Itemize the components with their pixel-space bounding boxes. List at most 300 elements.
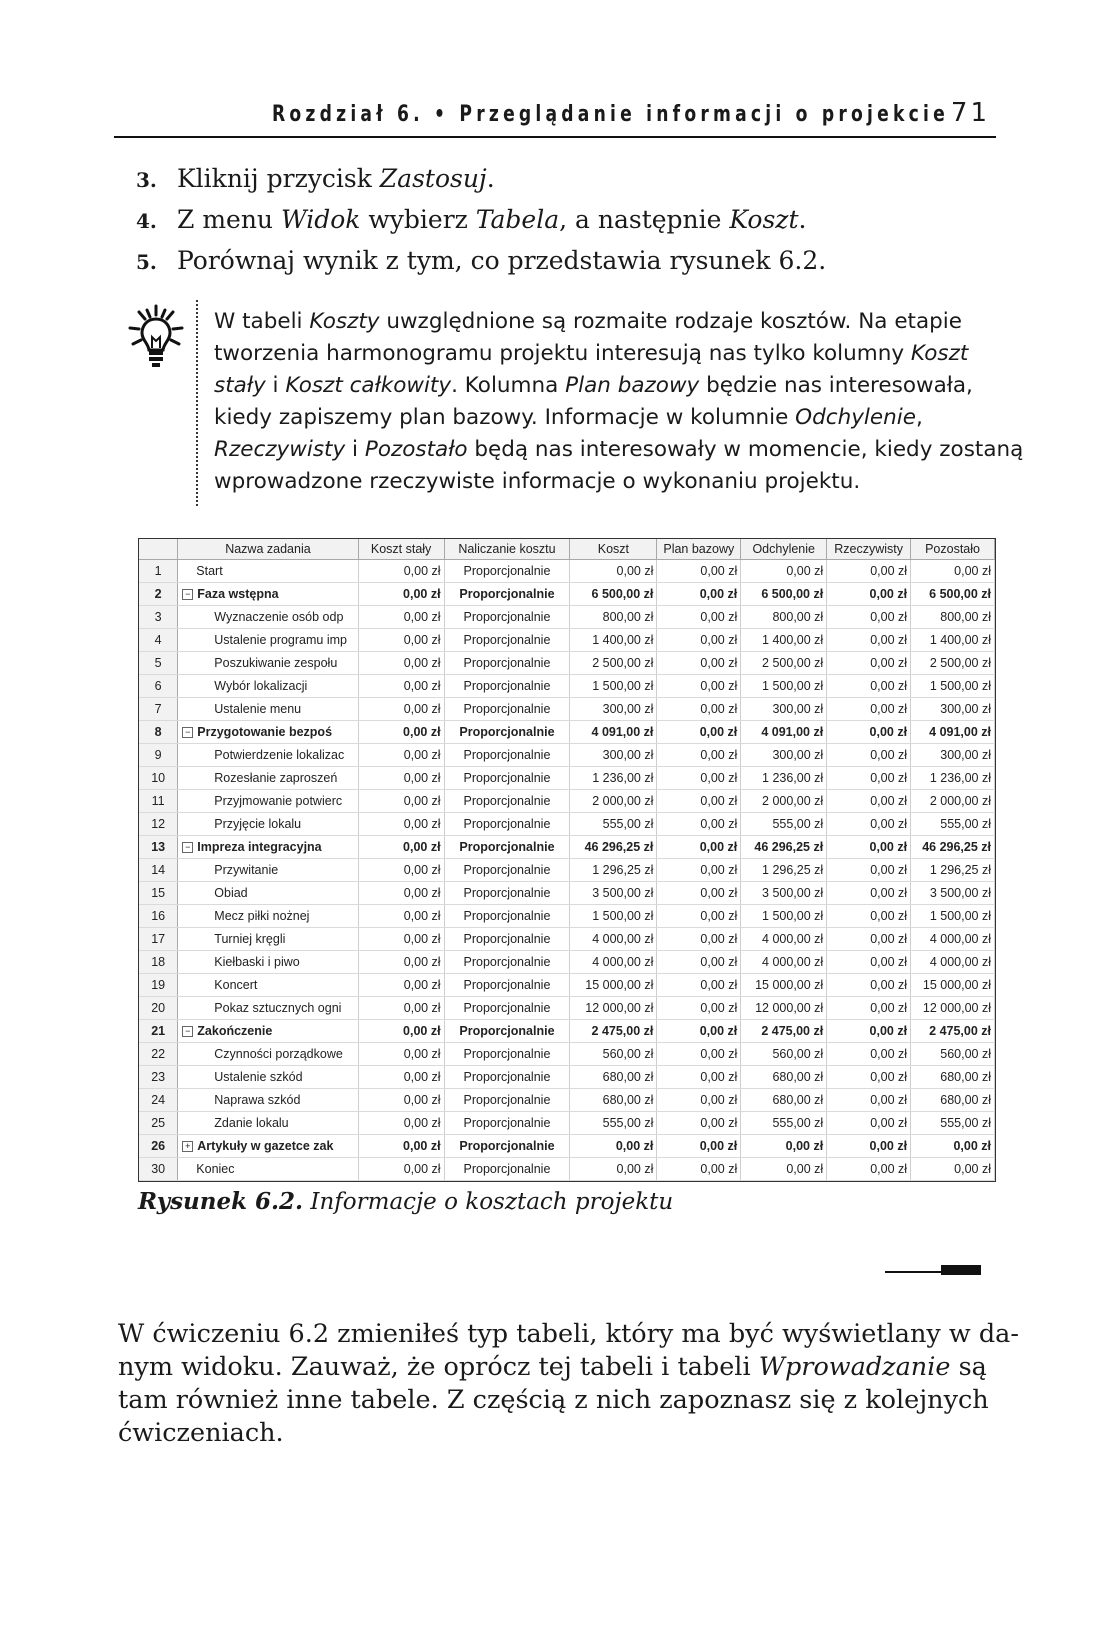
accrual-cell: Proporcjonalnie — [444, 928, 570, 951]
table-header-row — [139, 539, 995, 560]
remaining-cell: 2 000,00 zł — [911, 790, 995, 813]
collapse-icon[interactable]: − — [182, 1026, 193, 1037]
remaining-cell: 0,00 zł — [911, 560, 995, 583]
accrual-cell: Proporcjonalnie — [444, 767, 570, 790]
remaining-cell: 3 500,00 zł — [911, 882, 995, 905]
table-row — [139, 629, 995, 652]
text-run: nym widoku. Zauważ, że oprócz tej tabeli i tabeli — [118, 1352, 759, 1382]
task-name: Przyjęcie lokalu — [214, 817, 302, 831]
text-run: uwzględnione są rozmaite rodzaje kosztów. Na etapie — [379, 309, 962, 334]
baseline-cell: 0,00 zł — [657, 652, 741, 675]
cost-cell: 2 000,00 zł — [570, 790, 657, 813]
text-run: Kliknij przycisk — [177, 164, 380, 193]
fixed-cost-cell: 0,00 zł — [358, 698, 444, 721]
text-run: Tabela — [475, 205, 560, 234]
task-name-cell — [178, 744, 358, 767]
task-name: Impreza integracyjna — [197, 840, 322, 854]
actual-cell: 0,00 zł — [827, 560, 911, 583]
task-name: Start — [196, 564, 223, 578]
table-row — [139, 882, 995, 905]
text-run: Z menu — [177, 205, 281, 234]
actual-cell: 0,00 zł — [827, 1066, 911, 1089]
text-run: , a następnie — [559, 205, 730, 234]
variance-cell: 1 500,00 zł — [741, 905, 827, 928]
text-run: wprowadzone rzeczywiste informacje o wykonaniu projektu. — [214, 469, 861, 494]
row-id-cell: 18 — [139, 951, 178, 974]
variance-cell: 1 296,25 zł — [741, 859, 827, 882]
text-run: W ćwiczeniu 6.2 zmieniłeś typ tabeli, który ma być wyświetlany w da- — [118, 1319, 1019, 1349]
row-id-cell: 24 — [139, 1089, 178, 1112]
table-row — [139, 583, 995, 606]
table-row — [139, 859, 995, 882]
task-name: Czynności porządkowe — [214, 1047, 343, 1061]
caption-text: Informacje o kosztach projektu — [303, 1189, 674, 1215]
task-name: Naprawa szkód — [214, 1093, 301, 1107]
cost-cell: 0,00 zł — [570, 1158, 657, 1181]
actual-cell: 0,00 zł — [827, 606, 911, 629]
cost-cell: 680,00 zł — [570, 1089, 657, 1112]
cost-cell: 300,00 zł — [570, 698, 657, 721]
task-name-cell — [178, 675, 358, 698]
actual-cell: 0,00 zł — [827, 652, 911, 675]
text-run: wybierz — [360, 205, 476, 234]
remaining-cell: 12 000,00 zł — [911, 997, 995, 1020]
accrual-cell: Proporcjonalnie — [444, 1089, 570, 1112]
text-run: Koszt — [910, 341, 969, 366]
baseline-cell: 0,00 zł — [657, 790, 741, 813]
fixed-cost-cell: 0,00 zł — [358, 744, 444, 767]
remaining-cell: 4 000,00 zł — [911, 951, 995, 974]
column-header: Koszt stały — [358, 539, 444, 560]
task-name: Zdanie lokalu — [214, 1116, 289, 1130]
table-row — [139, 836, 995, 859]
text-run: , — [915, 405, 923, 430]
table-row — [139, 744, 995, 767]
tip-line — [214, 370, 1004, 402]
running-header — [114, 96, 996, 138]
row-id-cell: 4 — [139, 629, 178, 652]
row-id-cell: 23 — [139, 1066, 178, 1089]
table-row — [139, 928, 995, 951]
task-name-cell — [178, 882, 358, 905]
fixed-cost-cell: 0,00 zł — [358, 583, 444, 606]
baseline-cell: 0,00 zł — [657, 744, 741, 767]
accrual-cell: Proporcjonalnie — [444, 1020, 570, 1043]
numbered-steps — [136, 158, 826, 281]
text-run: . — [486, 164, 495, 193]
accrual-cell: Proporcjonalnie — [444, 813, 570, 836]
table-row — [139, 1158, 995, 1181]
caption-label: Rysunek 6.2. — [138, 1188, 304, 1215]
row-id-cell: 6 — [139, 675, 178, 698]
accrual-cell: Proporcjonalnie — [444, 997, 570, 1020]
tip-text — [214, 306, 1024, 498]
task-name: Wyznaczenie osób odp — [214, 610, 344, 624]
accrual-cell: Proporcjonalnie — [444, 606, 570, 629]
text-run: Koszt — [729, 205, 799, 234]
remaining-cell: 1 236,00 zł — [911, 767, 995, 790]
task-name-cell — [178, 1066, 358, 1089]
cost-cell: 680,00 zł — [570, 1066, 657, 1089]
task-name-cell — [178, 629, 358, 652]
cost-cell: 560,00 zł — [570, 1043, 657, 1066]
actual-cell: 0,00 zł — [827, 744, 911, 767]
remaining-cell: 800,00 zł — [911, 606, 995, 629]
step-item — [136, 240, 826, 281]
row-id-cell: 5 — [139, 652, 178, 675]
variance-cell: 4 091,00 zł — [741, 721, 827, 744]
fixed-cost-cell: 0,00 zł — [358, 560, 444, 583]
baseline-cell: 0,00 zł — [657, 1066, 741, 1089]
cost-cell: 15 000,00 zł — [570, 974, 657, 997]
remaining-cell: 15 000,00 zł — [911, 974, 995, 997]
row-id-cell: 13 — [139, 836, 178, 859]
text-run: . — [798, 205, 807, 234]
actual-cell: 0,00 zł — [827, 698, 911, 721]
accrual-cell: Proporcjonalnie — [444, 652, 570, 675]
accrual-cell: Proporcjonalnie — [444, 1112, 570, 1135]
fixed-cost-cell: 0,00 zł — [358, 1089, 444, 1112]
text-run: Rzeczywisty — [214, 437, 346, 462]
task-name: Faza wstępna — [197, 587, 279, 601]
baseline-cell: 0,00 zł — [657, 1135, 741, 1158]
accrual-cell: Proporcjonalnie — [444, 1066, 570, 1089]
baseline-cell: 0,00 zł — [657, 675, 741, 698]
section-end-mark — [885, 1265, 981, 1275]
accrual-cell: Proporcjonalnie — [444, 790, 570, 813]
row-id-cell: 26 — [139, 1135, 178, 1158]
remaining-cell: 0,00 zł — [911, 1135, 995, 1158]
task-name-cell — [178, 1112, 358, 1135]
table-row — [139, 813, 995, 836]
variance-cell: 555,00 zł — [741, 1112, 827, 1135]
step-number: 4. — [136, 209, 157, 233]
variance-cell: 12 000,00 zł — [741, 997, 827, 1020]
actual-cell: 0,00 zł — [827, 1020, 911, 1043]
remaining-cell: 2 475,00 zł — [911, 1020, 995, 1043]
task-name-cell — [178, 997, 358, 1020]
actual-cell: 0,00 zł — [827, 629, 911, 652]
row-id-cell: 22 — [139, 1043, 178, 1066]
collapse-icon[interactable]: − — [182, 842, 193, 853]
cost-cell: 46 296,25 zł — [570, 836, 657, 859]
variance-cell: 0,00 zł — [741, 1135, 827, 1158]
table-row — [139, 1112, 995, 1135]
fixed-cost-cell: 0,00 zł — [358, 1135, 444, 1158]
row-id-cell: 16 — [139, 905, 178, 928]
remaining-cell: 1 500,00 zł — [911, 905, 995, 928]
cost-cell: 0,00 zł — [570, 560, 657, 583]
actual-cell: 0,00 zł — [827, 1158, 911, 1181]
actual-cell: 0,00 zł — [827, 997, 911, 1020]
column-header: Naliczanie kosztu — [444, 539, 570, 560]
text-run: Odchylenie — [795, 405, 916, 430]
table-row — [139, 1089, 995, 1112]
task-name-cell — [178, 767, 358, 790]
cost-cell: 2 500,00 zł — [570, 652, 657, 675]
accrual-cell: Proporcjonalnie — [444, 1158, 570, 1181]
task-name-cell — [178, 1043, 358, 1066]
remaining-cell: 4 091,00 zł — [911, 721, 995, 744]
task-name-cell — [178, 1135, 358, 1158]
remaining-cell: 4 000,00 zł — [911, 928, 995, 951]
task-name: Ustalenie programu imp — [214, 633, 347, 647]
row-id-cell: 17 — [139, 928, 178, 951]
fixed-cost-cell: 0,00 zł — [358, 859, 444, 882]
fixed-cost-cell: 0,00 zł — [358, 882, 444, 905]
cost-cell: 3 500,00 zł — [570, 882, 657, 905]
task-name: Przywitanie — [214, 863, 279, 877]
text-run: Pozostało — [364, 437, 468, 462]
cost-table-screenshot — [138, 538, 996, 1182]
cost-cell: 2 475,00 zł — [570, 1020, 657, 1043]
text-run: kiedy zapiszemy plan bazowy. Informacje w kolumnie — [214, 405, 796, 430]
remaining-cell: 300,00 zł — [911, 744, 995, 767]
task-name-cell — [178, 813, 358, 836]
text-run: stały — [214, 373, 266, 398]
remaining-cell: 1 400,00 zł — [911, 629, 995, 652]
fixed-cost-cell: 0,00 zł — [358, 1066, 444, 1089]
task-name-cell — [178, 905, 358, 928]
actual-cell: 0,00 zł — [827, 1135, 911, 1158]
baseline-cell: 0,00 zł — [657, 606, 741, 629]
table-row — [139, 1066, 995, 1089]
cost-cell: 4 000,00 zł — [570, 951, 657, 974]
row-id-cell: 7 — [139, 698, 178, 721]
variance-cell: 1 400,00 zł — [741, 629, 827, 652]
accrual-cell: Proporcjonalnie — [444, 560, 570, 583]
actual-cell: 0,00 zł — [827, 767, 911, 790]
cost-cell: 1 400,00 zł — [570, 629, 657, 652]
variance-cell: 800,00 zł — [741, 606, 827, 629]
task-name: Rozesłanie zaproszeń — [214, 771, 338, 785]
actual-cell: 0,00 zł — [827, 721, 911, 744]
row-id-cell: 25 — [139, 1112, 178, 1135]
cost-cell: 4 091,00 zł — [570, 721, 657, 744]
text-run: Porównaj wynik z tym, co przedstawia rysunek 6.2. — [177, 246, 827, 275]
column-header: Odchylenie — [741, 539, 827, 560]
variance-cell: 2 500,00 zł — [741, 652, 827, 675]
table-row — [139, 721, 995, 744]
baseline-cell: 0,00 zł — [657, 1089, 741, 1112]
baseline-cell: 0,00 zł — [657, 951, 741, 974]
accrual-cell: Proporcjonalnie — [444, 974, 570, 997]
baseline-cell: 0,00 zł — [657, 698, 741, 721]
task-name-cell — [178, 790, 358, 813]
step-number: 3. — [136, 168, 157, 192]
paragraph-line — [118, 1417, 984, 1450]
fixed-cost-cell: 0,00 zł — [358, 997, 444, 1020]
body-paragraph — [118, 1318, 1019, 1450]
text-run: i — [345, 437, 365, 462]
fixed-cost-cell: 0,00 zł — [358, 1112, 444, 1135]
row-id-cell: 1 — [139, 560, 178, 583]
variance-cell: 300,00 zł — [741, 744, 827, 767]
actual-cell: 0,00 zł — [827, 905, 911, 928]
accrual-cell: Proporcjonalnie — [444, 675, 570, 698]
table-row — [139, 560, 995, 583]
remaining-cell: 1 500,00 zł — [911, 675, 995, 698]
task-name: Przygotowanie bezpoś — [197, 725, 333, 739]
cost-cell: 1 500,00 zł — [570, 675, 657, 698]
table-row — [139, 675, 995, 698]
actual-cell: 0,00 zł — [827, 836, 911, 859]
baseline-cell: 0,00 zł — [657, 767, 741, 790]
column-header: Nazwa zadania — [178, 539, 358, 560]
step-number: 5. — [136, 250, 157, 274]
expand-icon[interactable]: + — [182, 1141, 193, 1152]
row-id-cell: 9 — [139, 744, 178, 767]
baseline-cell: 0,00 zł — [657, 813, 741, 836]
table-row — [139, 767, 995, 790]
task-name-cell — [178, 698, 358, 721]
accrual-cell: Proporcjonalnie — [444, 882, 570, 905]
step-item — [136, 199, 826, 240]
fixed-cost-cell: 0,00 zł — [358, 1158, 444, 1181]
variance-cell: 46 296,25 zł — [741, 836, 827, 859]
table-row — [139, 905, 995, 928]
task-name: Ustalenie menu — [214, 702, 302, 716]
variance-cell: 560,00 zł — [741, 1043, 827, 1066]
fixed-cost-cell: 0,00 zł — [358, 721, 444, 744]
text-run: tworzenia harmonogramu projektu interesują nas tylko kolumny — [214, 341, 911, 366]
table-row — [139, 652, 995, 675]
task-name-cell — [178, 951, 358, 974]
baseline-cell: 0,00 zł — [657, 882, 741, 905]
task-name: Koncert — [214, 978, 258, 992]
baseline-cell: 0,00 zł — [657, 974, 741, 997]
remaining-cell: 1 296,25 zł — [911, 859, 995, 882]
tip-divider — [196, 300, 198, 506]
task-name-cell — [178, 560, 358, 583]
baseline-cell: 0,00 zł — [657, 859, 741, 882]
cost-cell: 800,00 zł — [570, 606, 657, 629]
collapse-icon[interactable]: − — [182, 589, 193, 600]
collapse-icon[interactable]: − — [182, 727, 193, 738]
text-run: i — [265, 373, 286, 398]
accrual-cell: Proporcjonalnie — [444, 859, 570, 882]
fixed-cost-cell: 0,00 zł — [358, 951, 444, 974]
accrual-cell: Proporcjonalnie — [444, 583, 570, 606]
cost-cell: 6 500,00 zł — [570, 583, 657, 606]
cost-cell: 1 500,00 zł — [570, 905, 657, 928]
text-run: Wprowadzanie — [758, 1352, 951, 1382]
cost-cell: 4 000,00 zł — [570, 928, 657, 951]
figure-caption — [138, 1188, 673, 1215]
accrual-cell: Proporcjonalnie — [444, 1043, 570, 1066]
actual-cell: 0,00 zł — [827, 790, 911, 813]
row-id-cell: 20 — [139, 997, 178, 1020]
column-header: Koszt — [570, 539, 657, 560]
baseline-cell: 0,00 zł — [657, 1043, 741, 1066]
fixed-cost-cell: 0,00 zł — [358, 905, 444, 928]
tip-line — [214, 306, 1004, 338]
table-row — [139, 974, 995, 997]
variance-cell: 300,00 zł — [741, 698, 827, 721]
column-header — [139, 539, 178, 560]
table-row — [139, 1135, 995, 1158]
cost-cell: 300,00 zł — [570, 744, 657, 767]
page-number: 71 — [950, 98, 990, 128]
text-run: . Kolumna — [451, 373, 566, 398]
variance-cell: 2 000,00 zł — [741, 790, 827, 813]
actual-cell: 0,00 zł — [827, 928, 911, 951]
task-name-cell — [178, 652, 358, 675]
task-name: Kiełbaski i piwo — [214, 955, 300, 969]
column-header: Plan bazowy — [657, 539, 741, 560]
step-item — [136, 158, 826, 199]
baseline-cell: 0,00 zł — [657, 1158, 741, 1181]
task-name: Zakończenie — [197, 1024, 273, 1038]
task-name: Poszukiwanie zespołu — [214, 656, 338, 670]
paragraph-line — [118, 1318, 1019, 1351]
text-run: Plan bazowy — [565, 373, 700, 398]
task-name: Potwierdzenie lokalizac — [214, 748, 345, 762]
baseline-cell: 0,00 zł — [657, 905, 741, 928]
task-name-cell — [178, 606, 358, 629]
variance-cell: 680,00 zł — [741, 1089, 827, 1112]
variance-cell: 3 500,00 zł — [741, 882, 827, 905]
task-name: Przyjmowanie potwierc — [214, 794, 343, 808]
table-row — [139, 606, 995, 629]
text-run: W tabeli — [214, 309, 310, 334]
row-id-cell: 15 — [139, 882, 178, 905]
column-header: Pozostało — [911, 539, 995, 560]
baseline-cell: 0,00 zł — [657, 721, 741, 744]
row-id-cell: 10 — [139, 767, 178, 790]
cost-cell: 12 000,00 zł — [570, 997, 657, 1020]
baseline-cell: 0,00 zł — [657, 583, 741, 606]
row-id-cell: 3 — [139, 606, 178, 629]
baseline-cell: 0,00 zł — [657, 1020, 741, 1043]
text-run: Zastosuj — [379, 164, 487, 193]
fixed-cost-cell: 0,00 zł — [358, 1020, 444, 1043]
cost-table — [139, 539, 995, 1181]
table-row — [139, 698, 995, 721]
actual-cell: 0,00 zł — [827, 974, 911, 997]
tip-line — [214, 402, 1004, 434]
variance-cell: 6 500,00 zł — [741, 583, 827, 606]
task-name: Wybór lokalizacji — [214, 679, 308, 693]
remaining-cell: 680,00 zł — [911, 1089, 995, 1112]
chapter-title: Rozdział 6. • Przeglądanie informacji o projekcie — [272, 102, 949, 127]
row-id-cell: 11 — [139, 790, 178, 813]
actual-cell: 0,00 zł — [827, 1089, 911, 1112]
text-run: Koszt całkowity — [285, 373, 452, 398]
fixed-cost-cell: 0,00 zł — [358, 675, 444, 698]
actual-cell: 0,00 zł — [827, 951, 911, 974]
text-run: Widok — [280, 205, 361, 234]
remaining-cell: 300,00 zł — [911, 698, 995, 721]
variance-cell: 1 500,00 zł — [741, 675, 827, 698]
baseline-cell: 0,00 zł — [657, 928, 741, 951]
remaining-cell: 46 296,25 zł — [911, 836, 995, 859]
variance-cell: 555,00 zł — [741, 813, 827, 836]
fixed-cost-cell: 0,00 zł — [358, 652, 444, 675]
row-id-cell: 19 — [139, 974, 178, 997]
text-run: tam również inne tabele. Z częścią z nich zapoznasz się z kolejnych — [118, 1385, 989, 1415]
text-run: będą nas interesowały w momencie, kiedy zostaną — [467, 437, 1024, 462]
variance-cell: 1 236,00 zł — [741, 767, 827, 790]
remaining-cell: 560,00 zł — [911, 1043, 995, 1066]
accrual-cell: Proporcjonalnie — [444, 951, 570, 974]
variance-cell: 4 000,00 zł — [741, 951, 827, 974]
task-name-cell — [178, 721, 358, 744]
remaining-cell: 6 500,00 zł — [911, 583, 995, 606]
accrual-cell: Proporcjonalnie — [444, 905, 570, 928]
tip-line — [214, 466, 1004, 498]
baseline-cell: 0,00 zł — [657, 1112, 741, 1135]
